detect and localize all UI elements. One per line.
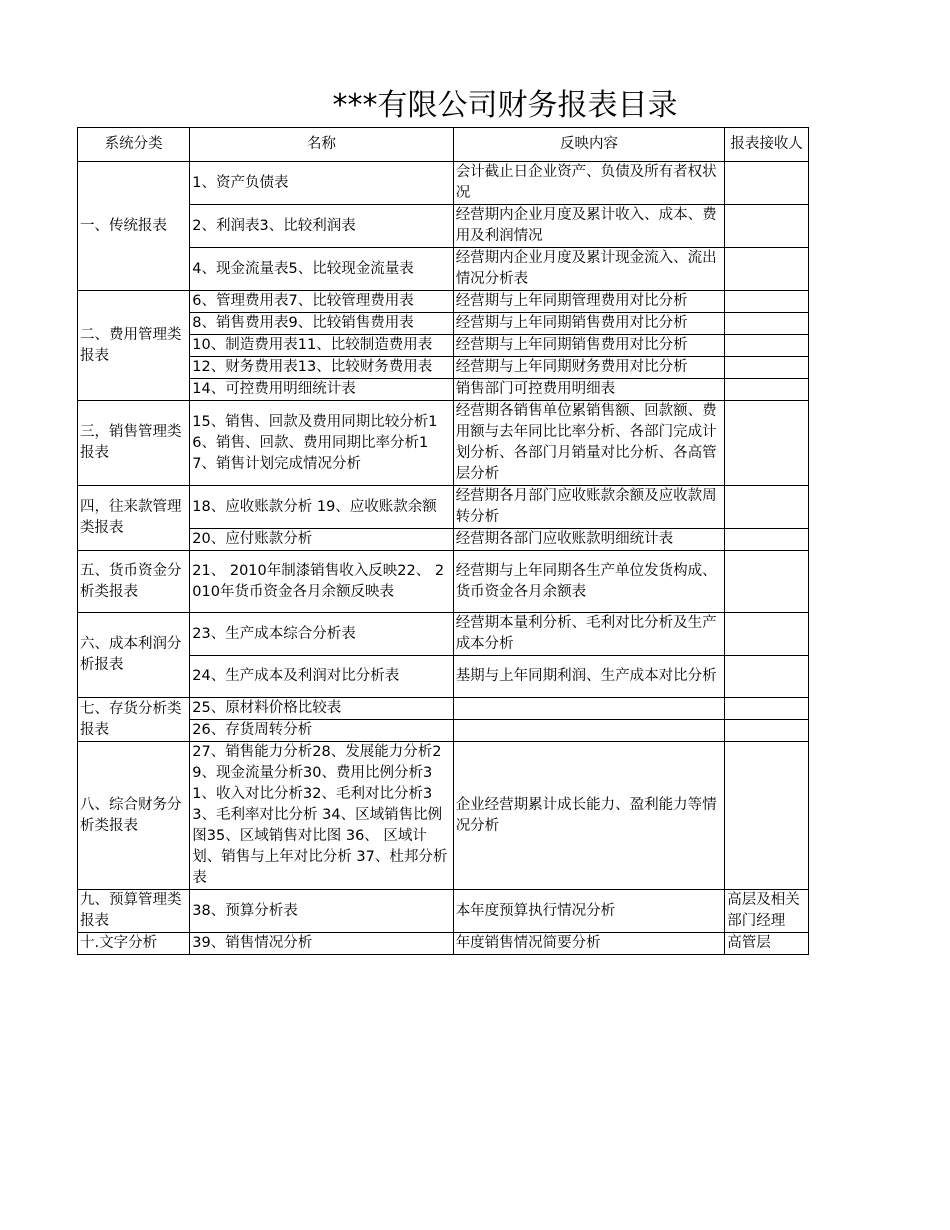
page-title: ***有限公司财务报表目录 bbox=[332, 88, 678, 123]
table-row bbox=[78, 742, 809, 890]
receiver-cell bbox=[725, 529, 809, 551]
name-cell: 12、财务费用表13、比较财务费用表 bbox=[190, 357, 453, 379]
content-cell: 经营期与上年同期销售费用对比分析 bbox=[453, 335, 725, 357]
receiver-cell bbox=[725, 742, 809, 890]
receiver-cell: 高层及相关部门经理 bbox=[725, 890, 809, 933]
receiver-cell bbox=[725, 291, 809, 313]
category-cell: 六、成本利润分析报表 bbox=[78, 613, 190, 698]
content-cell: 企业经营期累计成长能力、盈利能力等情况分析 bbox=[453, 742, 725, 890]
receiver-cell bbox=[725, 698, 809, 720]
name-cell: 39、销售情况分析 bbox=[190, 933, 453, 955]
table-row bbox=[78, 613, 809, 656]
name-cell: 20、应付账款分析 bbox=[190, 529, 453, 551]
table-row bbox=[78, 551, 809, 613]
content-cell: 本年度预算执行情况分析 bbox=[453, 890, 725, 933]
receiver-cell bbox=[725, 248, 809, 291]
receiver-cell bbox=[725, 613, 809, 656]
name-cell: 15、销售、回款及费用同期比较分析16、销售、回款、费用同期比率分析17、销售计划完成情况分析 bbox=[190, 401, 453, 486]
receiver-cell bbox=[725, 357, 809, 379]
receiver-cell: 高管层 bbox=[725, 933, 809, 955]
name-cell: 4、现金流量表5、比较现金流量表 bbox=[190, 248, 453, 291]
name-cell: 10、制造费用表11、比较制造费用表 bbox=[190, 335, 453, 357]
name-cell: 26、存货周转分析 bbox=[190, 720, 453, 742]
category-cell: 九、预算管理类报表 bbox=[78, 890, 190, 933]
name-cell: 8、销售费用表9、比较销售费用表 bbox=[190, 313, 453, 335]
category-cell: 八、综合财务分析类报表 bbox=[78, 742, 190, 890]
content-cell: 经营期本量利分析、毛利对比分析及生产成本分析 bbox=[453, 613, 725, 656]
header-category: 系统分类 bbox=[78, 128, 190, 162]
receiver-cell bbox=[725, 551, 809, 613]
name-cell: 14、可控费用明细统计表 bbox=[190, 379, 453, 401]
name-cell: 18、应收账款分析 19、应收账款余额 bbox=[190, 486, 453, 529]
content-cell: 年度销售情况简要分析 bbox=[453, 933, 725, 955]
category-cell: 十.文字分析 bbox=[78, 933, 190, 955]
category-cell: 四，往来款管理类报表 bbox=[78, 486, 190, 551]
name-cell: 38、预算分析表 bbox=[190, 890, 453, 933]
category-cell: 七、存货分析类报表 bbox=[78, 698, 190, 742]
header-receiver: 报表接收人 bbox=[725, 128, 809, 162]
content-cell: 经营期各部门应收账款明细统计表 bbox=[453, 529, 725, 551]
receiver-cell bbox=[725, 162, 809, 205]
content-cell: 销售部门可控费用明细表 bbox=[453, 379, 725, 401]
content-cell: 经营期各销售单位累销售额、回款额、费用额与去年同比比率分析、各部门完成计划分析、各部门月销量对比分析、各高管层分析 bbox=[453, 401, 725, 486]
receiver-cell bbox=[725, 205, 809, 248]
table-row bbox=[78, 698, 809, 720]
table-row bbox=[78, 890, 809, 933]
table-row bbox=[78, 486, 809, 529]
content-cell bbox=[453, 698, 725, 720]
content-cell: 经营期与上年同期管理费用对比分析 bbox=[453, 291, 725, 313]
content-cell: 经营期各月部门应收账款余额及应收款周转分析 bbox=[453, 486, 725, 529]
name-cell: 21、 2010年制漆销售收入反映22、 2010年货币资金各月余额反映表 bbox=[190, 551, 453, 613]
content-cell: 经营期与上年同期各生产单位发货构成、货币资金各月余额表 bbox=[453, 551, 725, 613]
table-row bbox=[78, 933, 809, 955]
receiver-cell bbox=[725, 401, 809, 486]
table-row bbox=[78, 291, 809, 313]
category-cell: 三，销售管理类报表 bbox=[78, 401, 190, 486]
receiver-cell bbox=[725, 656, 809, 698]
receiver-cell bbox=[725, 720, 809, 742]
header-name: 名称 bbox=[190, 128, 453, 162]
name-cell: 1、资产负债表 bbox=[190, 162, 453, 205]
content-cell: 经营期与上年同期财务费用对比分析 bbox=[453, 357, 725, 379]
name-cell: 6、管理费用表7、比较管理费用表 bbox=[190, 291, 453, 313]
content-cell: 会计截止日企业资产、负债及所有者权状况 bbox=[453, 162, 725, 205]
content-cell bbox=[453, 720, 725, 742]
content-cell: 经营期内企业月度及累计收入、成本、费用及利润情况 bbox=[453, 205, 725, 248]
receiver-cell bbox=[725, 313, 809, 335]
category-cell: 五、货币资金分析类报表 bbox=[78, 551, 190, 613]
header-row bbox=[78, 128, 809, 162]
receiver-cell bbox=[725, 379, 809, 401]
name-cell: 23、生产成本综合分析表 bbox=[190, 613, 453, 656]
table-row bbox=[78, 401, 809, 486]
content-cell: 经营期内企业月度及累计现金流入、流出情况分析表 bbox=[453, 248, 725, 291]
report-table bbox=[77, 127, 809, 955]
header-content: 反映内容 bbox=[453, 128, 725, 162]
report-body bbox=[78, 162, 809, 955]
category-cell: 二、费用管理类报表 bbox=[78, 291, 190, 401]
name-cell: 27、销售能力分析28、发展能力分析29、现金流量分析30、费用比例分析31、收入对比分析32、毛利对比分析33、毛利率对比分析 34、区域销售比例图35、区域销售对比图 36、 区域计划、销售与上年对比分析 37、杜邦分析表 bbox=[190, 742, 453, 890]
category-cell: 一、传统报表 bbox=[78, 162, 190, 291]
name-cell: 25、原材料价格比较表 bbox=[190, 698, 453, 720]
receiver-cell bbox=[725, 486, 809, 529]
name-cell: 2、利润表3、比较利润表 bbox=[190, 205, 453, 248]
content-cell: 基期与上年同期利润、生产成本对比分析 bbox=[453, 656, 725, 698]
table-row bbox=[78, 162, 809, 205]
name-cell: 24、生产成本及利润对比分析表 bbox=[190, 656, 453, 698]
content-cell: 经营期与上年同期销售费用对比分析 bbox=[453, 313, 725, 335]
receiver-cell bbox=[725, 335, 809, 357]
